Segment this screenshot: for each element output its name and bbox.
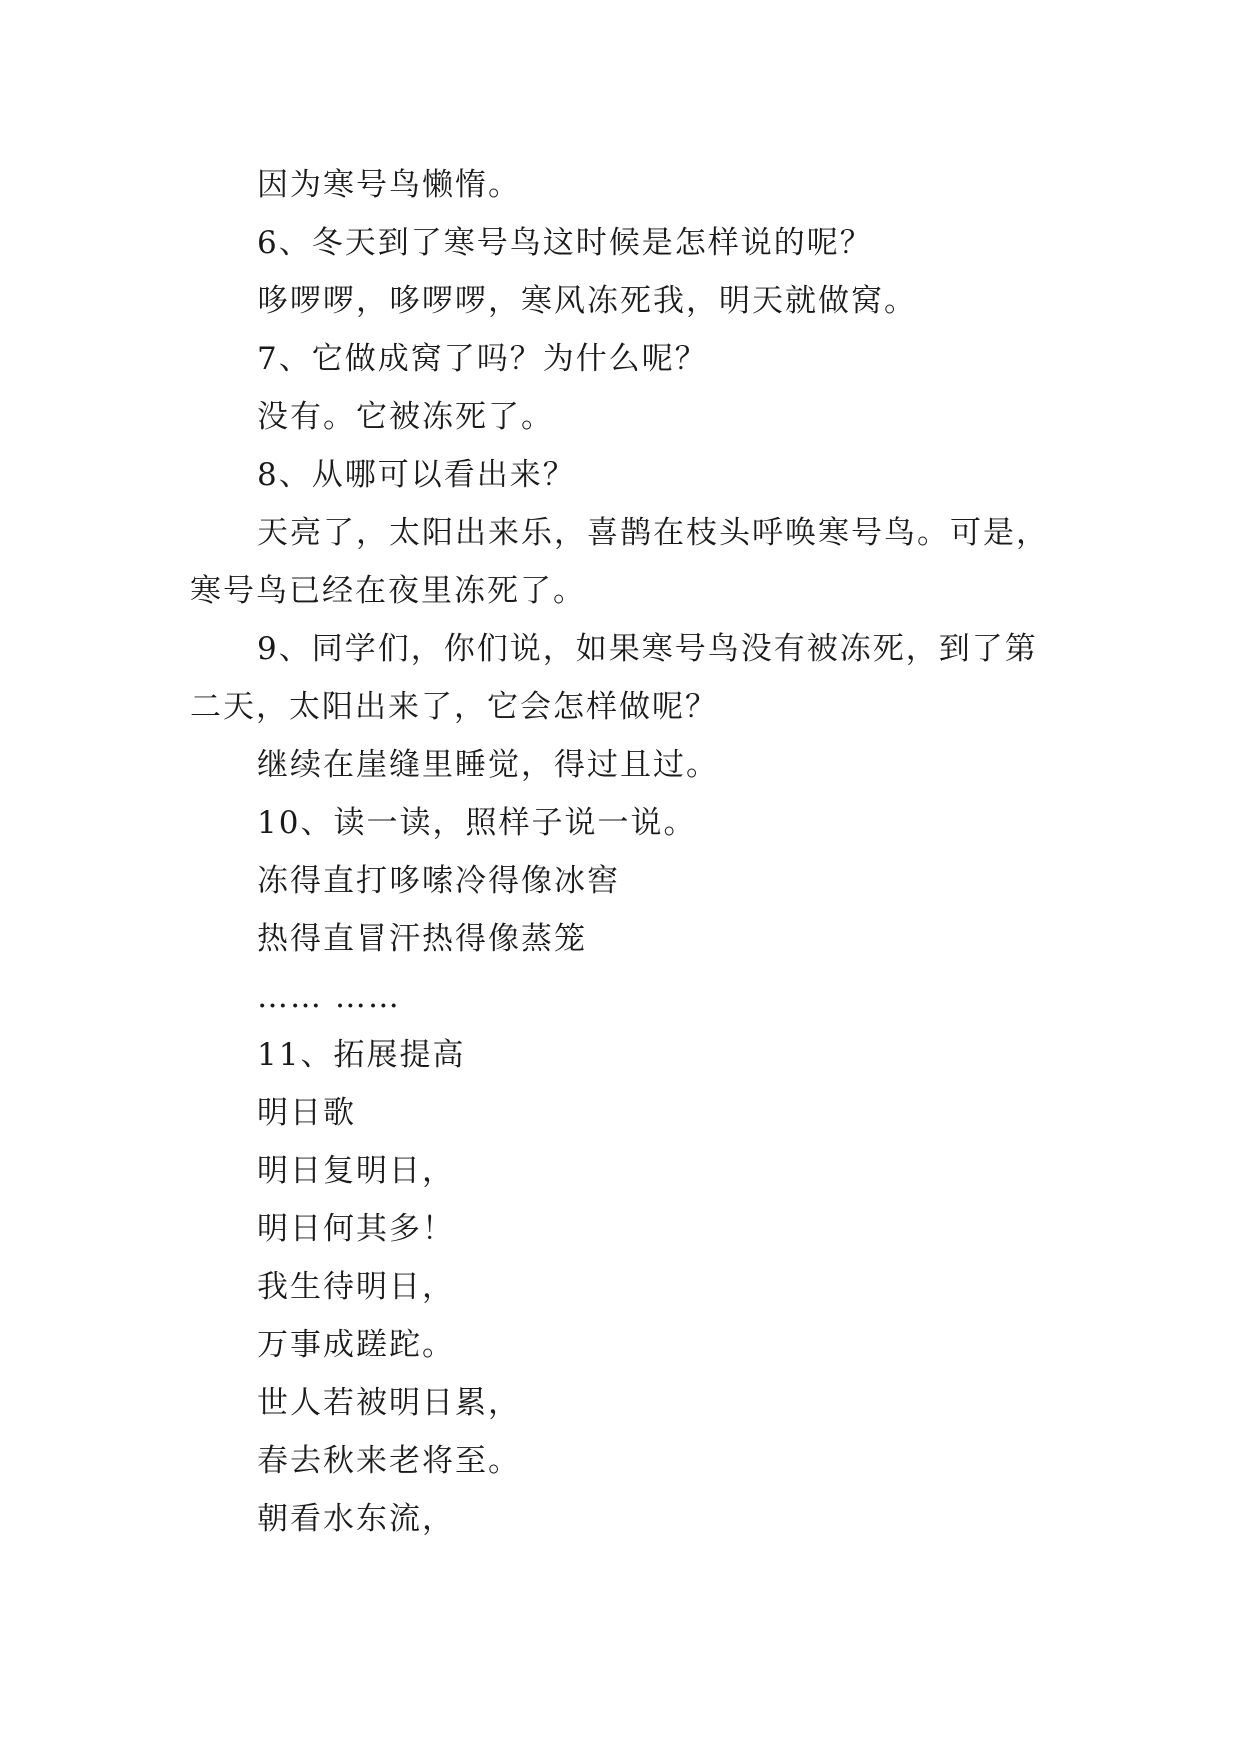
text-line: 因为寒号鸟懒惰。 bbox=[257, 167, 521, 203]
poem-title: 明日歌 bbox=[257, 1095, 356, 1131]
poem-line: 朝看水东流， bbox=[257, 1501, 455, 1537]
text-line: 热得直冒汗热得像蒸笼 bbox=[257, 921, 587, 957]
ellipsis-line: …… …… bbox=[257, 979, 401, 1015]
poem-line: 春去秋来老将至。 bbox=[257, 1443, 521, 1479]
section-heading: 11、拓展提高 bbox=[257, 1037, 466, 1073]
poem-line: 明日何其多！ bbox=[257, 1211, 455, 1247]
poem-line: 万事成蹉跎。 bbox=[257, 1327, 455, 1363]
question-line: 7、它做成窝了吗？为什么呢？ bbox=[257, 341, 708, 377]
poem-line: 世人若被明日累， bbox=[257, 1385, 521, 1421]
text-line: 没有。它被冻死了。 bbox=[257, 399, 554, 435]
text-line-continuation: 寒号鸟已经在夜里冻死了。 bbox=[190, 573, 586, 609]
question-line: 10、读一读，照样子说一说。 bbox=[257, 805, 697, 841]
poem-line: 我生待明日， bbox=[257, 1269, 455, 1305]
text-line: 天亮了，太阳出来乐，喜鹊在枝头呼唤寒号鸟。可是， bbox=[257, 515, 1049, 551]
question-line: 8、从哪可以看出来？ bbox=[257, 457, 576, 493]
text-line: 继续在崖缝里睡觉，得过且过。 bbox=[257, 747, 719, 783]
question-line: 9、同学们，你们说，如果寒号鸟没有被冻死，到了第 bbox=[257, 631, 1038, 667]
text-line: 哆啰啰，哆啰啰，寒风冻死我，明天就做窝。 bbox=[257, 283, 917, 319]
text-line: 冻得直打哆嗦冷得像冰窖 bbox=[257, 863, 620, 899]
question-line: 6、冬天到了寒号鸟这时候是怎样说的呢？ bbox=[257, 225, 873, 261]
question-line-continuation: 二天，太阳出来了，它会怎样做呢？ bbox=[190, 689, 718, 725]
poem-line: 明日复明日， bbox=[257, 1153, 455, 1189]
